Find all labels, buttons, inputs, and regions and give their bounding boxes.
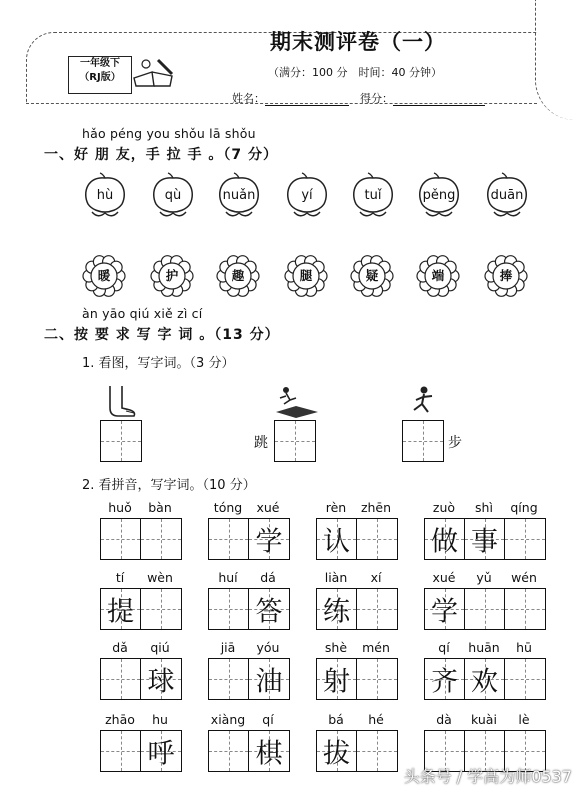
question1-title: 1. 看图，写字词。（3 分） xyxy=(82,356,235,371)
grid-cell[interactable] xyxy=(357,589,397,629)
word-pinyin: xiàng xyxy=(210,712,246,727)
grid-cell[interactable] xyxy=(209,589,249,629)
grid-cell[interactable] xyxy=(141,589,181,629)
word-pinyin: hu xyxy=(152,712,168,727)
grid-cell[interactable] xyxy=(141,659,181,699)
grid-cell[interactable] xyxy=(317,519,357,559)
word-pinyin: xí xyxy=(370,570,382,585)
q1-prefix-jump: 跳 xyxy=(254,435,268,451)
section1-title: 一、好 朋 友，手 拉 手 。（7 分） xyxy=(44,147,278,163)
flower-character-card xyxy=(82,254,126,298)
word-pinyin: bàn xyxy=(148,500,172,515)
score-input-line[interactable] xyxy=(393,93,485,106)
given-character: 球 xyxy=(147,666,175,698)
given-character: 认 xyxy=(323,526,350,558)
grid-cell[interactable] xyxy=(141,731,181,771)
given-character: 射 xyxy=(323,666,350,698)
peach-pinyin: duān xyxy=(490,188,524,203)
section2-pinyin: àn yāo qiú xiě zì cí xyxy=(82,306,203,321)
word-pinyin: xué xyxy=(256,500,280,515)
word-pinyin: zhēn xyxy=(360,500,392,515)
word-writing-grid[interactable] xyxy=(424,518,546,560)
flower-character-card xyxy=(284,254,328,298)
section1-pinyin: hǎo péng you shǒu lā shǒu xyxy=(82,126,256,141)
word-pinyin: lè xyxy=(518,712,530,727)
word-writing-grid[interactable] xyxy=(424,588,546,630)
grid-cell[interactable] xyxy=(249,519,289,559)
word-writing-grid[interactable] xyxy=(424,658,546,700)
flower-character: 捧 xyxy=(499,268,513,283)
peach-pinyin-card xyxy=(412,172,466,220)
grid-cell[interactable] xyxy=(505,519,545,559)
grid-cell[interactable] xyxy=(357,519,397,559)
word-writing-grid[interactable] xyxy=(100,658,182,700)
grid-cell[interactable] xyxy=(425,519,465,559)
grid-cell[interactable] xyxy=(209,519,249,559)
given-character: 棋 xyxy=(255,738,283,770)
grid-cell[interactable] xyxy=(101,659,141,699)
word-pinyin: hū xyxy=(516,640,532,655)
peach-pinyin-card xyxy=(212,172,266,220)
grade-badge-line1: 一年级下 xyxy=(80,58,120,69)
score-time-info: （满分：100 分 时间：40 分钟） xyxy=(268,66,442,79)
grid-cell[interactable] xyxy=(249,659,289,699)
peach-pinyin: tuǐ xyxy=(364,188,382,203)
word-pinyin: huǒ xyxy=(108,500,132,515)
flower-character: 趣 xyxy=(231,268,245,283)
word-pinyin: qí xyxy=(262,712,274,727)
given-character: 答 xyxy=(255,596,283,628)
word-pinyin: mén xyxy=(362,640,390,655)
given-character: 提 xyxy=(107,596,134,628)
grade-badge-line2: （RJ版） xyxy=(79,72,121,83)
word-pinyin: zhāo xyxy=(105,712,135,727)
flower-character: 暖 xyxy=(97,268,111,283)
word-writing-grid[interactable] xyxy=(100,588,182,630)
grid-cell[interactable] xyxy=(425,589,465,629)
peach-pinyin: hù xyxy=(96,188,114,203)
word-pinyin: qiú xyxy=(150,640,170,655)
word-pinyin: huān xyxy=(468,640,500,655)
word-writing-grid[interactable] xyxy=(316,518,398,560)
grid-cell[interactable] xyxy=(275,421,315,461)
peach-pinyin-card xyxy=(146,172,200,220)
q1-suffix-step: 步 xyxy=(448,435,462,451)
flower-character-card xyxy=(484,254,528,298)
word-pinyin: qíng xyxy=(510,500,538,515)
grid-cell[interactable] xyxy=(425,659,465,699)
word-pinyin: bá xyxy=(328,712,344,727)
grid-cell[interactable] xyxy=(317,589,357,629)
q1-grid-1[interactable] xyxy=(100,420,142,462)
word-pinyin: kuài xyxy=(471,712,497,727)
given-character: 拔 xyxy=(323,738,350,770)
given-character: 学 xyxy=(255,526,283,558)
peach-pinyin: yí xyxy=(301,188,313,203)
score-field[interactable] xyxy=(360,90,485,106)
grid-cell[interactable] xyxy=(403,421,443,461)
given-character: 做 xyxy=(431,526,458,558)
header-corner-decoration xyxy=(535,0,588,120)
page-title: 期末测评卷（一） xyxy=(270,29,446,54)
word-writing-grid[interactable] xyxy=(208,730,290,772)
word-pinyin: wén xyxy=(511,570,537,585)
given-character: 呼 xyxy=(147,738,175,770)
word-pinyin: zuò xyxy=(432,500,456,515)
grid-cell[interactable] xyxy=(317,659,357,699)
section2-title: 二、按 要 求 写 字 词 。（13 分） xyxy=(44,327,280,343)
grid-cell[interactable] xyxy=(357,731,397,771)
grid-cell[interactable] xyxy=(465,589,505,629)
grid-cell[interactable] xyxy=(357,659,397,699)
word-pinyin: yóu xyxy=(256,640,280,655)
word-pinyin: jiā xyxy=(220,640,236,655)
grid-cell[interactable] xyxy=(101,589,141,629)
word-writing-grid[interactable] xyxy=(208,588,290,630)
word-writing-grid[interactable] xyxy=(208,518,290,560)
q1-grid-3[interactable] xyxy=(402,420,444,462)
peach-pinyin: pěng xyxy=(422,188,456,203)
q1-grid-2[interactable] xyxy=(274,420,316,462)
question2-title: 2. 看拼音，写字词。（10 分） xyxy=(82,478,256,493)
score-label: 得分： xyxy=(360,92,393,105)
grid-cell[interactable] xyxy=(249,731,289,771)
flower-character-card xyxy=(216,254,260,298)
foot-image xyxy=(104,384,138,418)
grid-cell[interactable] xyxy=(465,519,505,559)
peach-pinyin: nuǎn xyxy=(222,188,256,203)
grid-cell[interactable] xyxy=(101,731,141,771)
word-pinyin: tí xyxy=(115,570,125,585)
watermark: 头条号 / 学高为师0537 xyxy=(403,767,572,786)
word-pinyin: dǎ xyxy=(112,640,128,655)
name-field[interactable] xyxy=(232,90,349,106)
given-character: 练 xyxy=(323,596,350,628)
word-writing-grid[interactable] xyxy=(316,658,398,700)
word-pinyin: wèn xyxy=(147,570,173,585)
grid-cell[interactable] xyxy=(465,659,505,699)
word-pinyin: liàn xyxy=(324,570,348,585)
word-pinyin: rèn xyxy=(325,500,347,515)
word-pinyin: qí xyxy=(438,640,450,655)
grid-cell[interactable] xyxy=(505,589,545,629)
word-pinyin: dá xyxy=(260,570,276,585)
flower-character: 腿 xyxy=(299,268,313,283)
running-image xyxy=(406,384,440,420)
word-writing-grid[interactable] xyxy=(316,730,398,772)
grid-cell[interactable] xyxy=(249,589,289,629)
flower-character-card xyxy=(416,254,460,298)
jumping-image xyxy=(272,384,322,420)
grid-cell[interactable] xyxy=(141,519,181,559)
peach-pinyin: qù xyxy=(164,188,182,203)
grid-cell[interactable] xyxy=(101,519,141,559)
flower-character: 疑 xyxy=(365,268,379,283)
given-character: 欢 xyxy=(471,666,498,698)
flower-character-card xyxy=(150,254,194,298)
flower-character-card xyxy=(350,254,394,298)
word-writing-grid[interactable] xyxy=(100,730,182,772)
given-character: 学 xyxy=(431,596,458,628)
word-pinyin: shì xyxy=(475,500,493,515)
word-pinyin: huí xyxy=(218,570,238,585)
peach-pinyin-card xyxy=(280,172,334,220)
word-pinyin: dà xyxy=(436,712,452,727)
name-input-line[interactable] xyxy=(265,93,349,106)
grade-badge xyxy=(68,56,132,94)
grid-cell[interactable] xyxy=(317,731,357,771)
word-writing-grid[interactable] xyxy=(100,518,182,560)
word-writing-grid[interactable] xyxy=(208,658,290,700)
given-character: 事 xyxy=(471,526,498,558)
word-pinyin: shè xyxy=(324,640,348,655)
peach-pinyin-card xyxy=(480,172,534,220)
word-pinyin: xué xyxy=(432,570,456,585)
book-pen-icon xyxy=(132,56,176,88)
grid-cell[interactable] xyxy=(209,659,249,699)
peach-pinyin-card xyxy=(78,172,132,220)
given-character: 油 xyxy=(255,666,283,698)
peach-pinyin-card xyxy=(346,172,400,220)
name-label: 姓名： xyxy=(232,92,265,105)
grid-cell[interactable] xyxy=(101,421,141,461)
word-pinyin: tóng xyxy=(213,500,243,515)
flower-character: 端 xyxy=(431,268,445,283)
grid-cell[interactable] xyxy=(505,659,545,699)
flower-character: 护 xyxy=(165,268,179,283)
grid-cell[interactable] xyxy=(209,731,249,771)
given-character: 齐 xyxy=(431,666,458,698)
word-pinyin: hé xyxy=(368,712,384,727)
word-writing-grid[interactable] xyxy=(316,588,398,630)
word-pinyin: yǔ xyxy=(476,570,492,585)
